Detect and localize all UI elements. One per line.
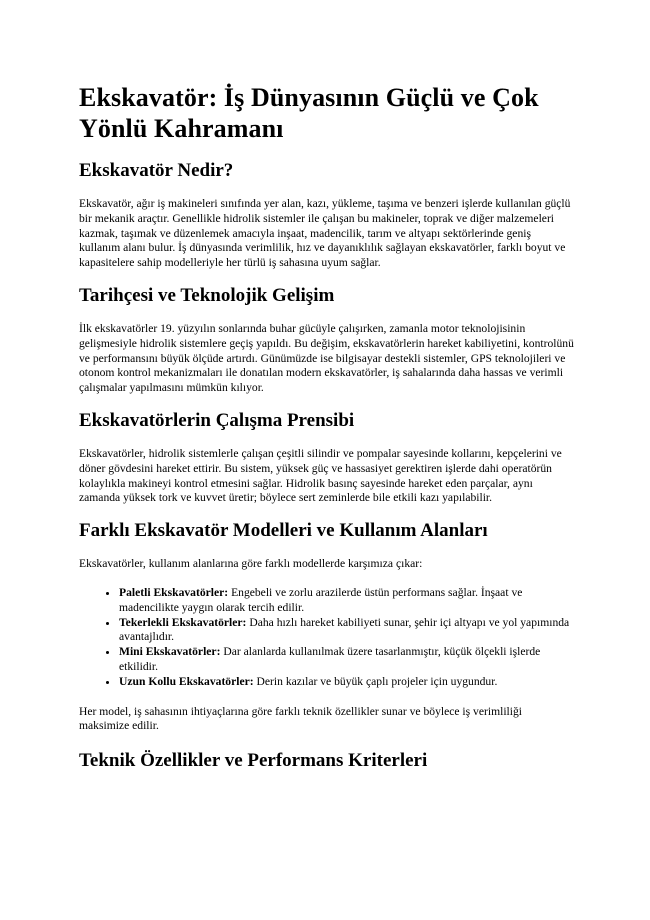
section-heading-nedir: Ekskavatör Nedir? — [79, 160, 234, 181]
list-item — [119, 616, 574, 646]
list-item-text: Engebeli ve zorlu arazilerde üstün performans sağlar. İnşaat ve madencilikte yaygın olarak tercih edilir. — [119, 585, 523, 614]
list-item — [119, 645, 574, 675]
list-item-term: Tekerlekli Ekskavatörler: — [119, 615, 247, 629]
list-item-term: Uzun Kollu Ekskavatörler: — [119, 674, 254, 688]
section-heading-tarihce: Tarihçesi ve Teknolojik Gelişim — [79, 284, 335, 306]
section-outro-modeller: Her model, iş sahasının ihtiyaçlarına göre farklı teknik özellikler sunar ve böylece iş verimliliği maksimize edilir. — [79, 704, 523, 733]
list-item-text: Dar alanlarda kullanılmak üzere tasarlanmıştır, küçük ölçekli işlerde etkilidir. — [119, 645, 541, 673]
list-item — [119, 675, 574, 690]
section-body-tarihce: İlk ekskavatörler 19. yüzyılın sonlarında buhar gücüyle çalışırken, zamanla motor teknolojisinin gelişmesiyle hidrolik sistemlere geçiş yapıldı. Bu değişim, ekskavatörlerin hareket kabiliyetini, kontrolünü ve performansını büyük ölçüde artırdı. Günümüzde ise bilgisayar destekli sistemler, GPS teknolojileri ve otonom kontrol mekanizmaları ile donatılan modern ekskavatörler, iş sahalarında daha hassas ve verimli çalışmalar yapılmasını mümkün kılıyor. — [79, 321, 574, 395]
section-heading-prensip: Ekskavatörlerin Çalışma Prensibi — [79, 409, 355, 431]
list-item-term: Mini Ekskavatörler: — [119, 645, 221, 659]
section-heading-modeller: Farklı Ekskavatör Modelleri ve Kullanım Alanları — [79, 520, 488, 542]
list-item-text: Derin kazılar ve büyük çaplı projeler için uygundur. — [256, 674, 498, 688]
section-heading-teknik: Teknik Özellikler ve Performans Kriterleri — [79, 750, 428, 772]
list-item — [119, 586, 574, 616]
list-item-term: Paletli Ekskavatörler: — [119, 585, 229, 599]
page-title: Ekskavatör: İş Dünyasının Güçlü ve Çok Yönlü Kahramanı — [79, 83, 539, 143]
section-body-prensip: Ekskavatörler, hidrolik sistemlerle çalışan çeşitli silindir ve pompalar sayesinde kollarını, kepçelerini ve döner gövdesini hareket ettirir. Bu sistem, yüksek güç ve hassasiyet gerektiren işlerde dahi operatörün kolaylıkla makineyi kontrol etmesini sağlar. Hidrolik basınç sayesinde hareket eden parçalar, aynı zamanda yüksek tork ve kuvvet üretir; böylece sert zeminlerde bile etkili kazı yapılabilir. — [79, 446, 562, 505]
section-body-nedir: Ekskavatör, ağır iş makineleri sınıfında yer alan, kazı, yükleme, taşıma ve benzeri işlerde kullanılan güçlü bir mekanik araçtır. Genellikle hidrolik sistemler ile çalışan bu makineler, toprak ve diğer malzemeleri kazmak, taşımak ve düzenlemek amacıyla inşaat, madencilik, tarım ve altyapı sektörlerinde geniş kullanım alanı bulur. İş dünyasında verimlilik, hız ve dayanıklılık sağlayan ekskavatörler, farklı boyut ve kapasitelere sahip modelleriyle her türlü iş sahasına uyum sağlar. — [79, 197, 571, 270]
list-item-text: Daha hızlı hareket kabiliyeti sunar, şehir içi altyapı ve yol yapımında avantajlıdır. — [119, 615, 570, 644]
model-list — [79, 586, 574, 690]
section-intro-modeller: Ekskavatörler, kullanım alanlarına göre farklı modellerde karşımıza çıkar: — [79, 557, 423, 571]
